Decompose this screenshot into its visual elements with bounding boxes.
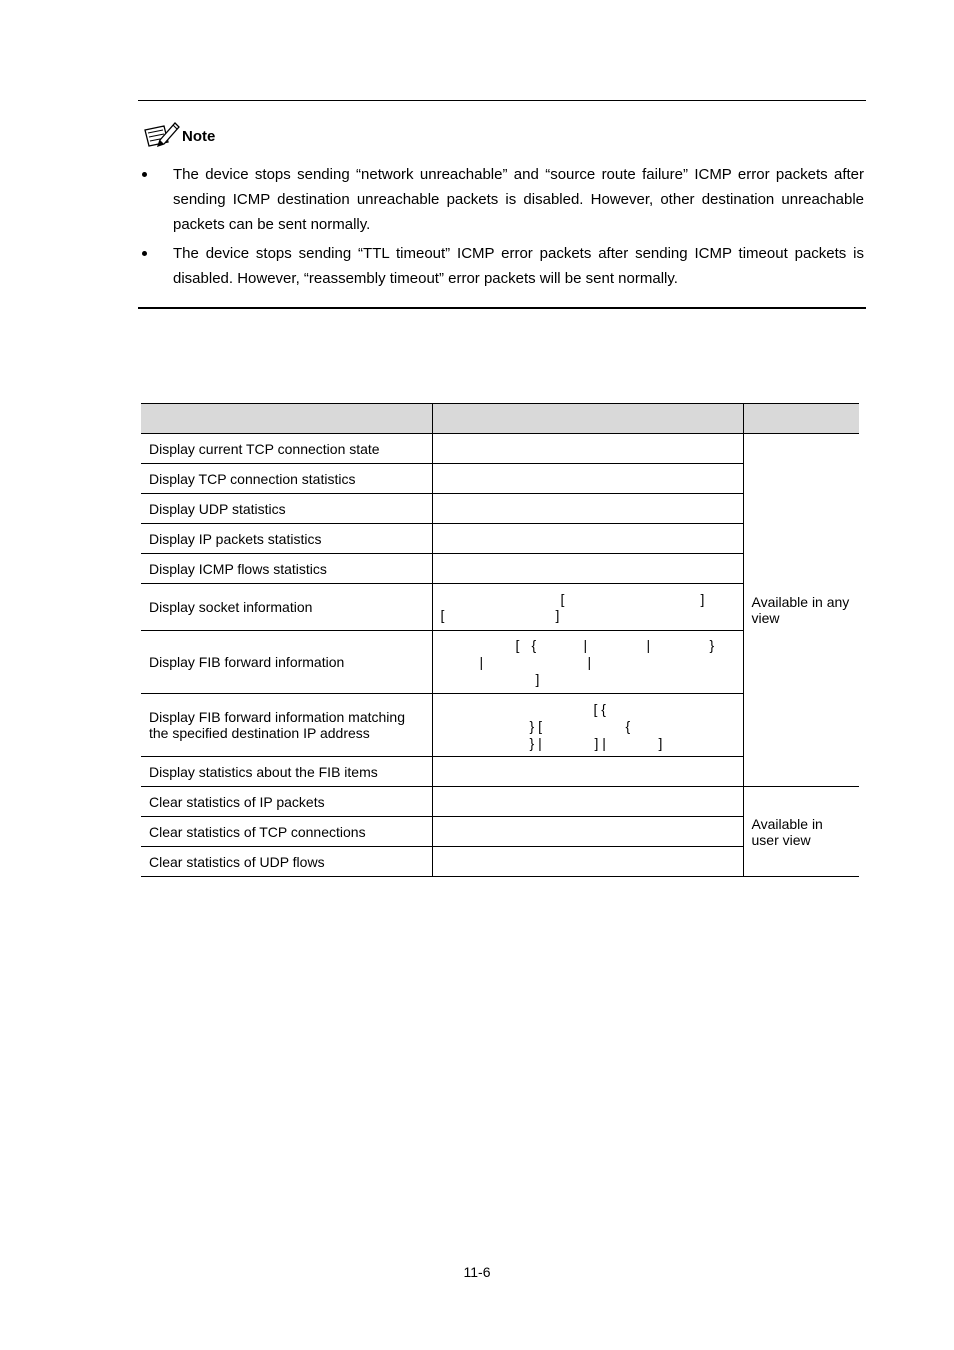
note-top-rule <box>138 100 866 101</box>
header-remarks <box>743 404 859 434</box>
task-cell: Display ICMP flows statistics <box>141 554 432 584</box>
command-cell <box>432 494 743 524</box>
command-cell <box>432 464 743 494</box>
syntax-fragment: { <box>625 718 631 734</box>
command-cell <box>432 847 743 877</box>
command-cell <box>432 554 743 584</box>
task-cell: Display FIB forward information <box>141 631 432 694</box>
syntax-fragment: [ { <box>593 701 606 717</box>
syntax-fragment: | <box>646 637 651 653</box>
command-cell-fib-match <box>432 694 743 757</box>
table-row <box>141 434 859 464</box>
syntax-fragment: ] <box>658 735 663 751</box>
task-cell: Display FIB forward information matching the specified destination IP address <box>141 694 432 757</box>
remarks-cell-user-view: Available in user view <box>743 787 859 877</box>
task-cell: Clear statistics of UDP flows <box>141 847 432 877</box>
syntax-fragment: } | <box>529 735 542 751</box>
syntax-fragment: { <box>531 637 537 653</box>
table-row <box>141 787 859 817</box>
command-cell <box>432 434 743 464</box>
syntax-fragment: | <box>583 637 588 653</box>
task-cell: Clear statistics of IP packets <box>141 787 432 817</box>
syntax-fragment: } <box>709 637 715 653</box>
command-table <box>141 403 859 877</box>
command-cell-socket <box>432 584 743 631</box>
command-cell <box>432 757 743 787</box>
header-command <box>432 404 743 434</box>
syntax-fragment: | <box>587 654 592 670</box>
note-pencil-icon <box>142 120 180 148</box>
page-number: 11-6 <box>463 1264 491 1280</box>
syntax-fragment: } [ <box>529 718 542 734</box>
table-header-row <box>141 404 859 434</box>
note-bullet-list <box>138 162 864 295</box>
task-cell: Display IP packets statistics <box>141 524 432 554</box>
remarks-cell-any-view: Available in any view <box>751 594 850 626</box>
task-cell: Display socket information <box>141 584 432 631</box>
syntax-fragment: ] <box>700 591 705 607</box>
syntax-fragment: ] <box>535 671 540 687</box>
note-header <box>142 120 215 148</box>
syntax-fragment: [ <box>560 591 565 607</box>
command-cell-fib <box>432 631 743 694</box>
task-cell: Display TCP connection statistics <box>141 464 432 494</box>
header-task <box>141 404 432 434</box>
command-cell <box>432 524 743 554</box>
note-bullet: The device stops sending “network unreachable” and “source route failure” ICMP error packets after sending ICMP destination unreachable packets is disabled. However, other destination unreachable packets can be sent normally. <box>138 162 864 237</box>
syntax-fragment: ] <box>555 607 560 623</box>
note-bottom-rule <box>138 307 866 309</box>
syntax-fragment: [ <box>515 637 520 653</box>
syntax-fragment: ] | <box>594 735 606 751</box>
syntax-fragment: | <box>479 654 484 670</box>
task-cell: Clear statistics of TCP connections <box>141 817 432 847</box>
task-cell: Display statistics about the FIB items <box>141 757 432 787</box>
syntax-fragment: [ <box>440 607 445 623</box>
command-cell <box>432 787 743 817</box>
note-label: Note <box>182 128 216 145</box>
task-cell: Display UDP statistics <box>141 494 432 524</box>
command-cell <box>432 817 743 847</box>
note-bullet: The device stops sending “TTL timeout” ICMP error packets after sending ICMP timeout packets is disabled. However, “reassembly timeout” error packets will be sent normally. <box>138 241 864 291</box>
task-cell: Display current TCP connection state <box>141 434 432 464</box>
